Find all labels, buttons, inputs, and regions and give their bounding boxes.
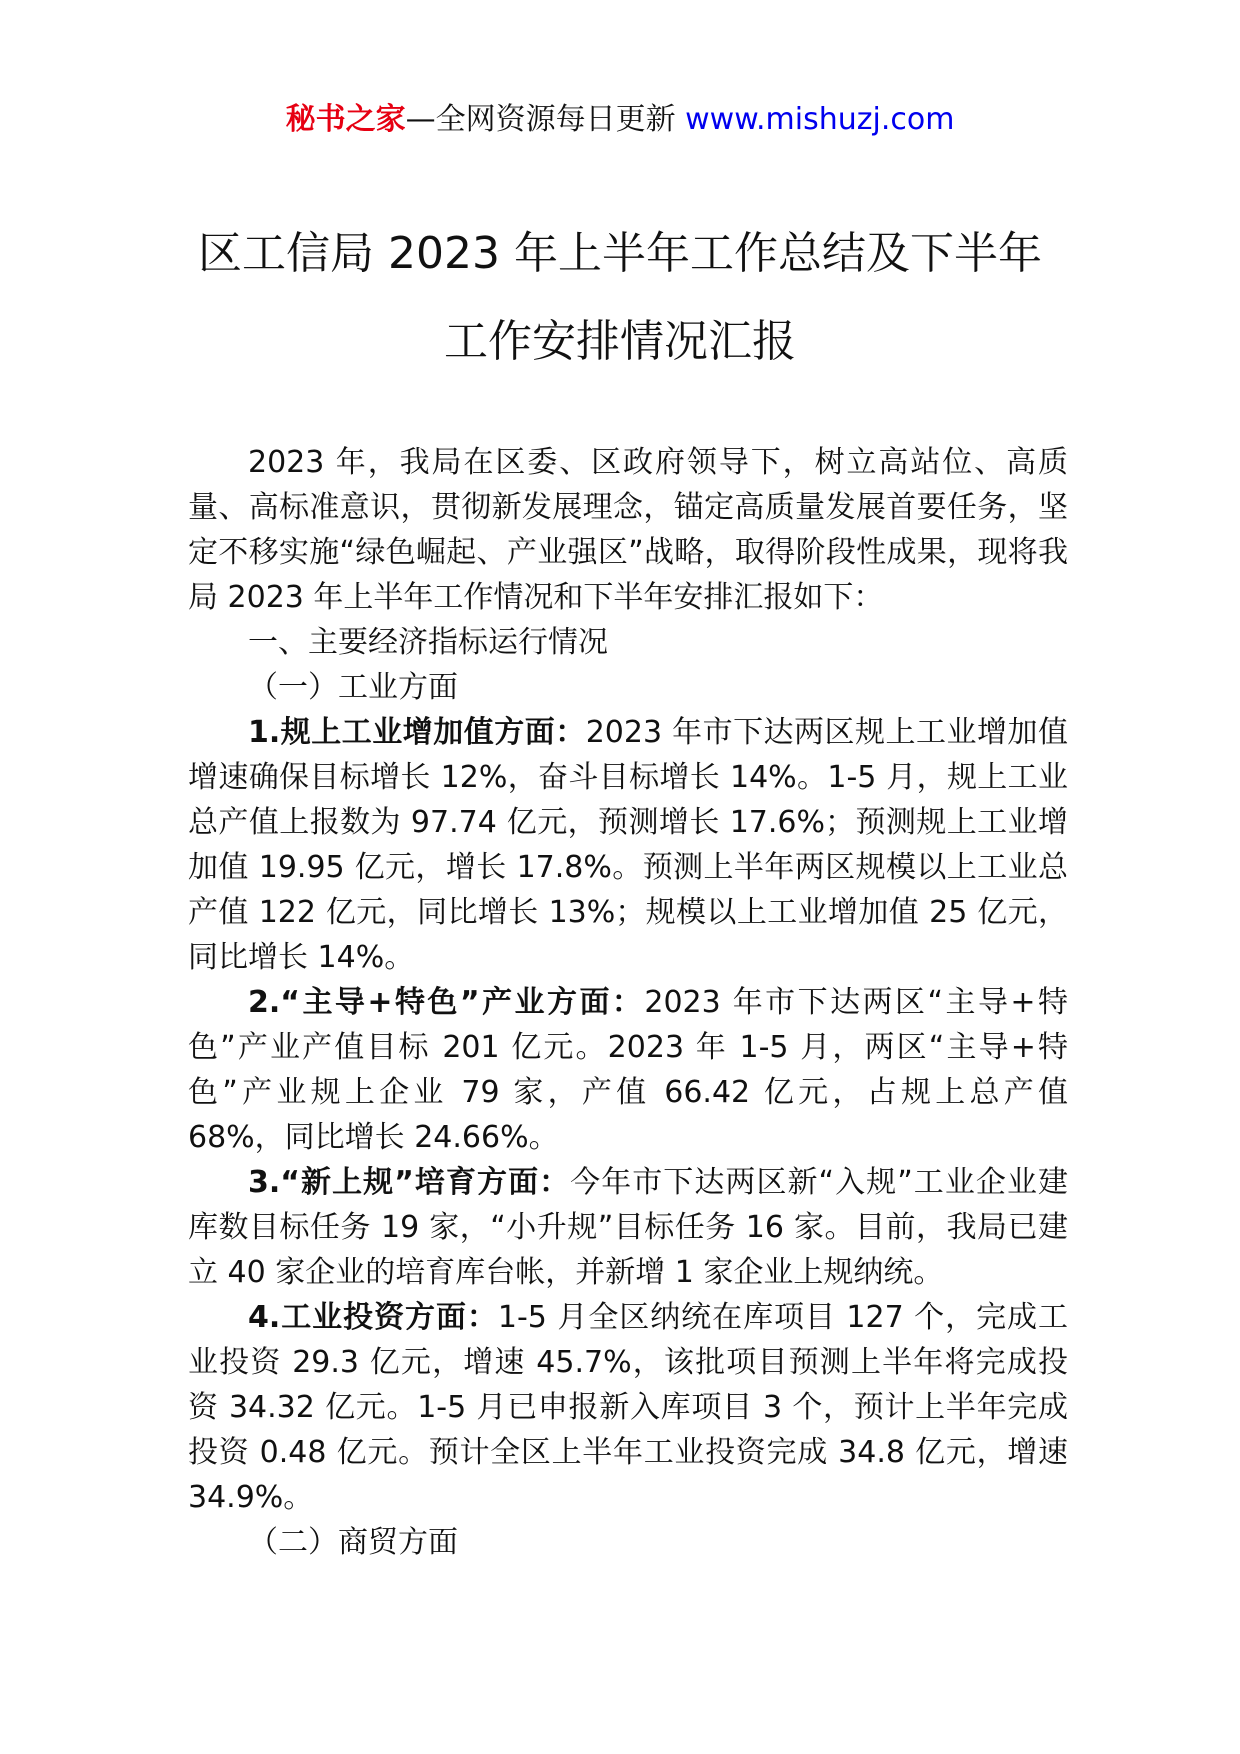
item-lead-2: 2.“主导+特色”产业方面：	[248, 985, 645, 1020]
intro-paragraph: 2023 年，我局在区委、区政府领导下，树立高站位、高质量、高标准意识，贯彻新发展理念，锚定高质量发展首要任务，坚定不移实施“绿色崛起、产业强区”战略，取得阶段性成果，现将我局 2023 年上半年工作情况和下半年安排汇报如下：	[188, 445, 1068, 615]
header-tagline: —全网资源每日更新	[405, 102, 686, 137]
item-lead-1: 1.规上工业增加值方面：	[248, 715, 586, 750]
section-heading-1: 一、主要经济指标运行情况	[248, 625, 608, 660]
item-text-1: 2023 年市下达两区规上工业增加值增速确保目标增长 12%，奋斗目标增长 14%。1-5 月，规上工业总产值上报数为 97.74 亿元，预测增长 17.6%；预测规上工业增加值 19.95 亿元，增长 17.8%。预测上半年两区规模以上工业总产值 122 亿元，同比增长 13%；规模以上工业增加值 25 亿元，同比增长 14%。	[188, 715, 1068, 975]
document-title	[0, 210, 1240, 386]
item-text-3: 今年市下达两区新“入规”工业企业建库数目标任务 19 家，“小升规”目标任务 16 家。目前，我局已建立 40 家企业的培育库台帐，并新增 1 家企业上规纳统。	[188, 1165, 1068, 1290]
item-paragraph-3	[188, 1160, 1068, 1295]
item-text-2: 2023 年市下达两区“主导+特色”产业产值目标 201 亿元。2023 年 1-5 月，两区“主导+特色”产业规上企业 79 家，产值 66.42 亿元，占规上总产值 68%，同比增长 24.66%。	[188, 985, 1069, 1155]
item-paragraph-1	[188, 710, 1068, 980]
subsection-heading-2: （二）商贸方面	[248, 1525, 458, 1560]
document-body	[188, 440, 1068, 1565]
site-url-link[interactable]: www.mishuzj.com	[685, 102, 955, 137]
title-line-2: 工作安排情况汇报	[444, 316, 796, 367]
subsection-heading-1: （一）工业方面	[248, 670, 458, 705]
item-lead-3: 3.“新上规”培育方面：	[248, 1165, 571, 1200]
item-paragraph-2	[188, 980, 1068, 1160]
item-lead-4: 4.工业投资方面：	[248, 1300, 498, 1335]
site-header	[0, 100, 1240, 140]
title-line-1: 区工信局 2023 年上半年工作总结及下半年	[198, 228, 1042, 279]
item-paragraph-4	[188, 1295, 1068, 1520]
brand-name: 秘书之家	[285, 102, 406, 137]
item-text-4: 1-5 月全区纳统在库项目 127 个，完成工业投资 29.3 亿元，增速 45.7%，该批项目预测上半年将完成投资 34.32 亿元。1-5 月已申报新入库项目 3 个，预计上半年完成投资 0.48 亿元。预计全区上半年工业投资完成 34.8 亿元，增速 34.9%。	[188, 1300, 1068, 1515]
